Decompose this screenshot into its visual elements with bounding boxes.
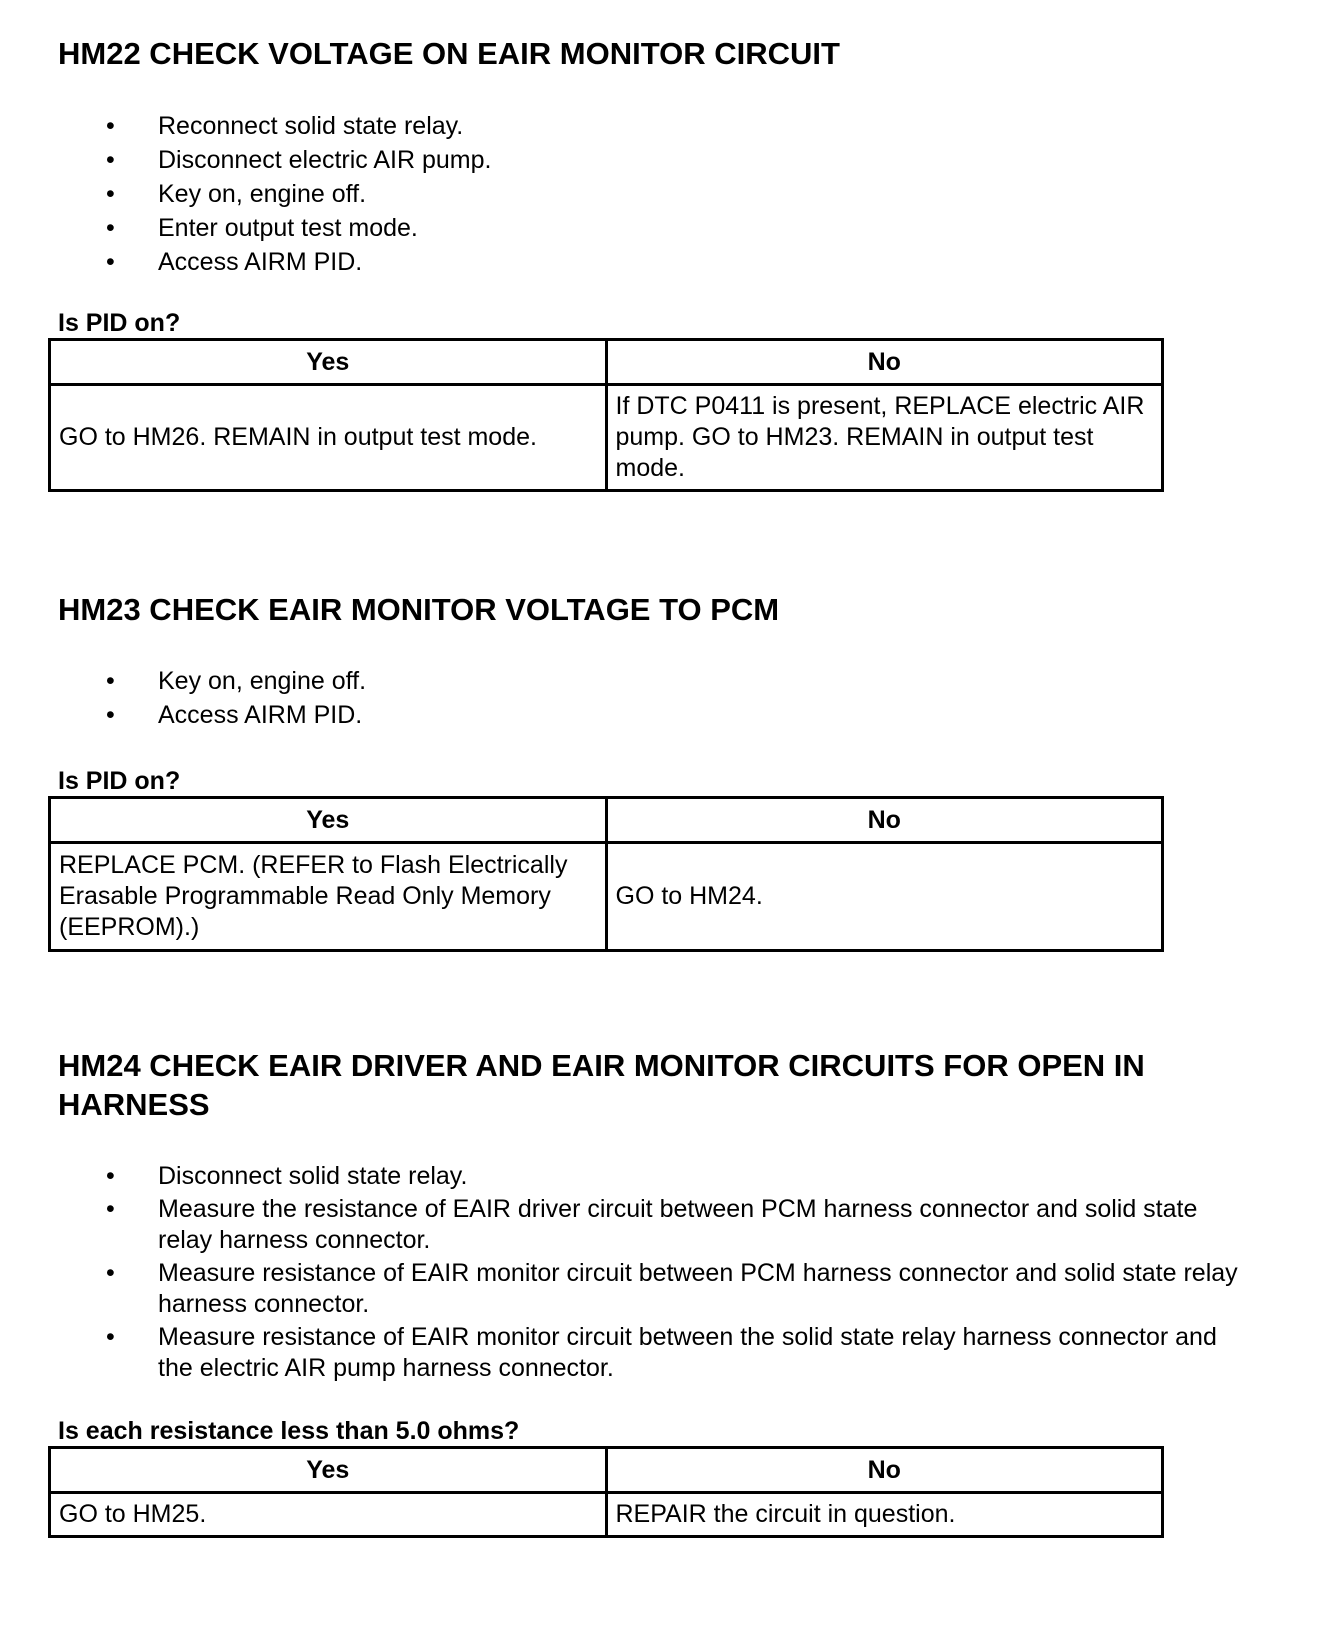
section-title-line: HARNESS [58, 1087, 210, 1122]
yes-header: Yes [50, 1448, 607, 1493]
list-item: • Disconnect electric AIR pump. [58, 144, 1258, 176]
step-list-hm24 [58, 1160, 1238, 1386]
list-item: • Measure resistance of EAIR monitor circuit between the solid state relay harness connector and the electric AIR pump harness connector. [58, 1322, 1238, 1384]
list-item: • Access AIRM PID. [58, 246, 1258, 278]
section-title-hm24 [58, 1046, 1145, 1124]
list-item: • Enter output test mode. [58, 212, 1258, 244]
section-title-line: HM24 CHECK EAIR DRIVER AND EAIR MONITOR CIRCUITS FOR OPEN IN [58, 1048, 1145, 1083]
list-item: • Measure the resistance of EAIR driver circuit between PCM harness connector and solid state relay harness connector. [58, 1194, 1238, 1256]
yes-action: REPLACE PCM. (REFER to Flash Electrically Erasable Programmable Read Only Memory (EEPROM).) [50, 843, 607, 951]
no-action: REPAIR the circuit in question. [606, 1493, 1163, 1537]
yes-action: GO to HM25. [50, 1493, 607, 1537]
step-list-hm23 [58, 665, 1258, 733]
yes-action: GO to HM26. REMAIN in output test mode. [50, 385, 607, 491]
list-item: • Key on, engine off. [58, 665, 1258, 697]
yes-header: Yes [50, 798, 607, 843]
list-item: • Disconnect solid state relay. [58, 1160, 1238, 1192]
step-list-hm22 [58, 110, 1258, 280]
question-hm23: Is PID on? [58, 767, 181, 795]
question-hm24: Is each resistance less than 5.0 ohms? [58, 1417, 520, 1445]
list-item: • Reconnect solid state relay. [58, 110, 1258, 142]
section-title-hm23: HM23 CHECK EAIR MONITOR VOLTAGE TO PCM [58, 592, 780, 627]
list-item: • Key on, engine off. [58, 178, 1258, 210]
list-item: • Access AIRM PID. [58, 699, 1258, 731]
no-action: GO to HM24. [606, 843, 1163, 951]
decision-table-hm22 [48, 338, 1164, 492]
decision-table-hm24 [48, 1446, 1164, 1538]
yes-header: Yes [50, 340, 607, 385]
no-header: No [606, 798, 1163, 843]
no-header: No [606, 340, 1163, 385]
list-item: • Measure resistance of EAIR monitor circuit between PCM harness connector and solid state relay harness connector. [58, 1258, 1238, 1320]
section-title-hm22: HM22 CHECK VOLTAGE ON EAIR MONITOR CIRCUIT [58, 36, 840, 71]
no-action: If DTC P0411 is present, REPLACE electric AIR pump. GO to HM23. REMAIN in output test mode. [606, 385, 1163, 491]
question-hm22: Is PID on? [58, 309, 181, 337]
no-header: No [606, 1448, 1163, 1493]
decision-table-hm23 [48, 796, 1164, 952]
